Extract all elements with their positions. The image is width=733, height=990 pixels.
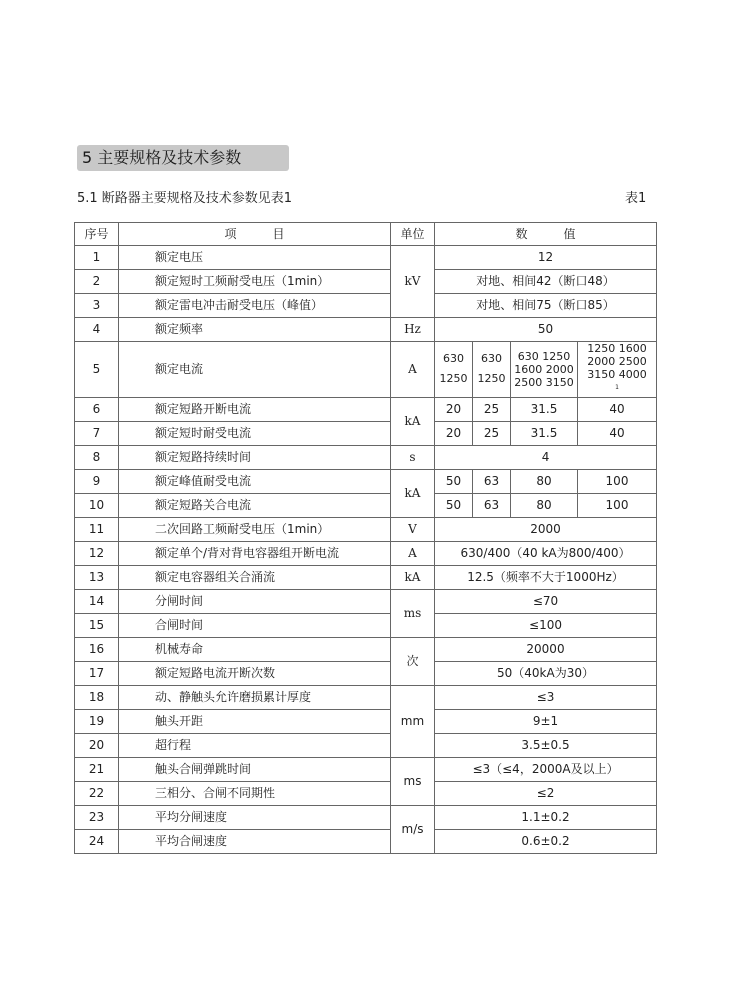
row-seq: 2 xyxy=(75,270,119,294)
row-value: 9±1 xyxy=(435,709,657,733)
table-row xyxy=(75,757,657,781)
row-seq: 22 xyxy=(75,781,119,805)
table-row xyxy=(75,246,657,270)
row-unit: Hz xyxy=(391,318,435,342)
row-unit: A xyxy=(391,541,435,565)
row-item: 额定短路电流开断次数 xyxy=(119,661,391,685)
table-row xyxy=(75,294,657,318)
row-seq: 4 xyxy=(75,318,119,342)
row-item: 额定雷电冲击耐受电压（峰值） xyxy=(119,294,391,318)
row-seq: 18 xyxy=(75,685,119,709)
row-seq: 12 xyxy=(75,541,119,565)
row-value: 630/400（40 kA为800/400） xyxy=(435,541,657,565)
row-item: 额定短路开断电流 xyxy=(119,397,391,421)
row-value: 1.1±0.2 xyxy=(435,805,657,829)
table-row xyxy=(75,733,657,757)
row-value: 50 xyxy=(435,469,473,493)
table-row xyxy=(75,685,657,709)
table-row xyxy=(75,397,657,421)
current-cell xyxy=(511,342,578,398)
table-row xyxy=(75,637,657,661)
row-value: ≤100 xyxy=(435,613,657,637)
row-value: 50 xyxy=(435,318,657,342)
row-unit: mm xyxy=(391,685,435,757)
row-seq: 21 xyxy=(75,757,119,781)
row-seq: 10 xyxy=(75,493,119,517)
table-header-row xyxy=(75,223,657,246)
table-row xyxy=(75,541,657,565)
row-value: 12.5（频率不大于1000Hz） xyxy=(435,565,657,589)
row-value: 63 xyxy=(473,469,511,493)
row-value: 0.6±0.2 xyxy=(435,829,657,853)
header-seq: 序号 xyxy=(75,223,119,246)
row-value: 80 xyxy=(511,493,578,517)
current-cell xyxy=(578,342,657,398)
table-row xyxy=(75,318,657,342)
row-seq: 1 xyxy=(75,246,119,270)
table-row xyxy=(75,781,657,805)
row-value: 100 xyxy=(578,469,657,493)
table-row xyxy=(75,270,657,294)
table-number: 表1 xyxy=(625,191,647,206)
row-unit: s xyxy=(391,445,435,469)
current-value: 3150 4000 xyxy=(587,368,647,381)
current-value: 1250 xyxy=(477,372,506,386)
current-cell xyxy=(435,342,473,398)
row-value: 20 xyxy=(435,397,473,421)
row-seq: 3 xyxy=(75,294,119,318)
current-cell xyxy=(473,342,511,398)
row-item: 触头开距 xyxy=(119,709,391,733)
row-value: 20 xyxy=(435,421,473,445)
row-seq: 20 xyxy=(75,733,119,757)
row-item: 额定电流 xyxy=(119,342,391,398)
current-value: 630 1250 xyxy=(517,349,571,363)
header-unit: 单位 xyxy=(391,223,435,246)
table-row xyxy=(75,829,657,853)
current-value: 2000 2500 xyxy=(587,355,647,368)
row-seq: 15 xyxy=(75,613,119,637)
row-unit: ms xyxy=(391,757,435,805)
row-seq: 23 xyxy=(75,805,119,829)
row-value: 50（40kA为30） xyxy=(435,661,657,685)
row-item: 额定短时耐受电流 xyxy=(119,421,391,445)
row-item: 额定单个/背对背电容器组开断电流 xyxy=(119,541,391,565)
table-row xyxy=(75,613,657,637)
row-value: 80 xyxy=(511,469,578,493)
table-row xyxy=(75,709,657,733)
row-item: 额定电压 xyxy=(119,246,391,270)
table-row xyxy=(75,565,657,589)
current-value: 630 xyxy=(443,352,464,366)
header-value: 数 值 xyxy=(435,223,657,246)
row-value: 2000 xyxy=(435,517,657,541)
row-value: 4 xyxy=(435,445,657,469)
table-row xyxy=(75,421,657,445)
row-unit: kA xyxy=(391,469,435,517)
row-item: 合闸时间 xyxy=(119,613,391,637)
header-item: 项 目 xyxy=(119,223,391,246)
row-item: 分闸时间 xyxy=(119,589,391,613)
footnote-mark: 1 xyxy=(615,384,619,391)
row-item: 平均合闸速度 xyxy=(119,829,391,853)
current-value: 630 xyxy=(481,352,502,366)
row-value: 40 xyxy=(578,421,657,445)
row-item: 超行程 xyxy=(119,733,391,757)
table-row xyxy=(75,661,657,685)
row-seq: 5 xyxy=(75,342,119,398)
current-value-note xyxy=(578,368,656,397)
row-unit: kV xyxy=(391,246,435,318)
row-item: 额定短路关合电流 xyxy=(119,493,391,517)
table-row xyxy=(75,445,657,469)
row-value: 对地、相间42（断口48） xyxy=(435,270,657,294)
row-seq: 9 xyxy=(75,469,119,493)
table-row xyxy=(75,469,657,493)
row-item: 额定电容器组关合涌流 xyxy=(119,565,391,589)
table-caption: 5.1 断路器主要规格及技术参数见表1 xyxy=(77,191,293,206)
row-seq: 16 xyxy=(75,637,119,661)
row-value: 12 xyxy=(435,246,657,270)
row-value: 63 xyxy=(473,493,511,517)
current-value: 1250 1600 xyxy=(587,342,647,355)
table-row xyxy=(75,805,657,829)
row-value: 31.5 xyxy=(511,421,578,445)
row-seq: 17 xyxy=(75,661,119,685)
section-title: 5 主要规格及技术参数 xyxy=(82,148,242,167)
row-item: 额定频率 xyxy=(119,318,391,342)
row-seq: 14 xyxy=(75,589,119,613)
spec-table xyxy=(74,222,657,854)
current-value: 1600 2000 xyxy=(514,362,574,376)
row-value: 31.5 xyxy=(511,397,578,421)
row-unit: A xyxy=(391,342,435,398)
row-item: 额定峰值耐受电流 xyxy=(119,469,391,493)
row-item: 三相分、合闸不同期性 xyxy=(119,781,391,805)
row-item: 额定短时工频耐受电压（1min） xyxy=(119,270,391,294)
row-item: 机械寿命 xyxy=(119,637,391,661)
table-row xyxy=(75,589,657,613)
row-unit: V xyxy=(391,517,435,541)
row-unit: ms xyxy=(391,589,435,637)
row-value: 100 xyxy=(578,493,657,517)
current-value: 1250 xyxy=(439,372,468,386)
current-value: 2500 3150 xyxy=(514,375,574,389)
row-value: ≤70 xyxy=(435,589,657,613)
row-item: 二次回路工频耐受电压（1min） xyxy=(119,517,391,541)
row-unit: 次 xyxy=(391,637,435,685)
row-seq: 19 xyxy=(75,709,119,733)
row-value: 对地、相间75（断口85） xyxy=(435,294,657,318)
row-value: 25 xyxy=(473,397,511,421)
row-seq: 6 xyxy=(75,397,119,421)
row-seq: 24 xyxy=(75,829,119,853)
row-item: 额定短路持续时间 xyxy=(119,445,391,469)
row-item: 动、静触头允许磨损累计厚度 xyxy=(119,685,391,709)
row-value: 25 xyxy=(473,421,511,445)
table-row xyxy=(75,493,657,517)
row-value: 20000 xyxy=(435,637,657,661)
row-item: 触头合闸弹跳时间 xyxy=(119,757,391,781)
table-row xyxy=(75,342,657,398)
row-seq: 11 xyxy=(75,517,119,541)
row-seq: 7 xyxy=(75,421,119,445)
row-value: 3.5±0.5 xyxy=(435,733,657,757)
row-unit: kA xyxy=(391,565,435,589)
row-seq: 8 xyxy=(75,445,119,469)
row-unit: kA xyxy=(391,397,435,445)
row-value: 40 xyxy=(578,397,657,421)
row-item: 平均分闸速度 xyxy=(119,805,391,829)
row-value: ≤2 xyxy=(435,781,657,805)
row-unit: m/s xyxy=(391,805,435,853)
row-value: 50 xyxy=(435,493,473,517)
table-row xyxy=(75,517,657,541)
row-value: ≤3 xyxy=(435,685,657,709)
row-value: ≤3（≤4，2000A及以上） xyxy=(435,757,657,781)
row-seq: 13 xyxy=(75,565,119,589)
